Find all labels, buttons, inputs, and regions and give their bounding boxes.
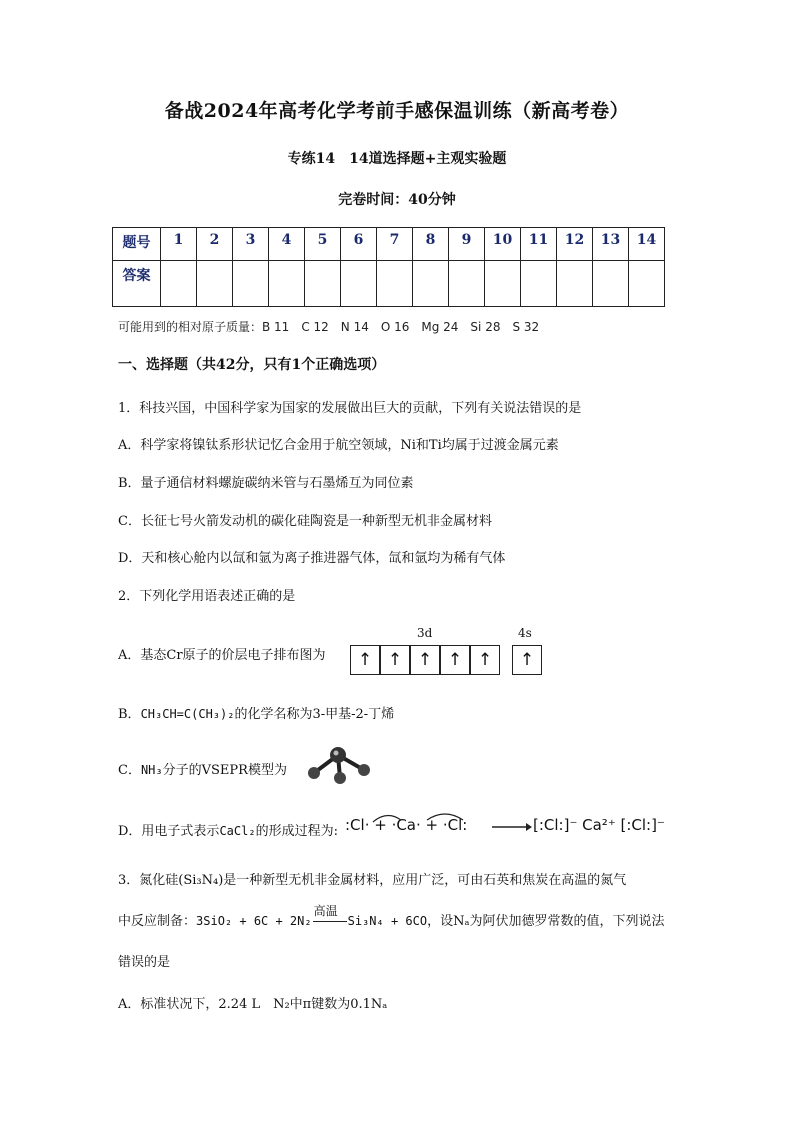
question-number: 10 (485, 228, 521, 261)
answer-cell[interactable] (629, 261, 665, 307)
option-b-label: B． (118, 707, 141, 722)
question-number: 14 (629, 228, 665, 261)
question-number: 6 (341, 228, 377, 261)
equation-left: 3SiO₂ + 6C + 2N₂ (196, 914, 312, 928)
answer-cell[interactable] (485, 261, 521, 307)
question-2-option-c (118, 759, 287, 778)
orbital-box-arrow-icon: ↑ (512, 645, 542, 675)
question-3-stem-line1: 3．氮化硅(Si₃N₄)是一种新型无机非金属材料，应用广泛，可由石英和焦炭在高温的氮气 (118, 873, 627, 888)
answer-table-answer-row (113, 261, 665, 307)
answer-table-number-row (113, 228, 665, 261)
equation-condition: 高温 (313, 904, 338, 918)
section-heading: 一、选择题（共42分，只有1个正确选项） (118, 357, 386, 373)
electron-dot-right: [:Cl:]⁻ Ca²⁺ [:Cl:]⁻ (533, 816, 665, 834)
question-2-option-a: A．基态Cr原子的价层电子排布图为 (118, 648, 326, 663)
option-c-formula: NH₃ (140, 763, 163, 777)
question-number: 12 (557, 228, 593, 261)
question-number: 5 (305, 228, 341, 261)
answer-cell[interactable] (521, 261, 557, 307)
question-2-stem: 2．下列化学用语表述正确的是 (118, 589, 296, 604)
orbital-label-4s: 4s (518, 626, 532, 640)
electron-dot-left: :Cl· + ·Ca· + ·Cl: (345, 816, 468, 834)
equation-right: Si₃N₄ + 6CO (347, 914, 428, 928)
question-number: 13 (593, 228, 629, 261)
answer-cell[interactable] (341, 261, 377, 307)
question-number: 11 (521, 228, 557, 261)
orbital-label-3d: 3d (417, 626, 433, 640)
option-b-text: 的化学名称为3-甲基-2-丁烯 (234, 707, 395, 722)
orbital-box-arrow-icon: ↑ (380, 645, 410, 675)
answer-cell[interactable] (557, 261, 593, 307)
question-3-option-a: A．标准状况下，2.24 L N₂中π键数为0.1Nₐ (118, 997, 388, 1012)
time-limit: 完卷时间：40分钟 (338, 192, 456, 208)
question-2-option-b (118, 703, 394, 722)
answer-table (112, 227, 665, 307)
question-number: 3 (233, 228, 269, 261)
answer-cell[interactable] (449, 261, 485, 307)
orbital-box-arrow-icon: ↑ (350, 645, 380, 675)
answer-cell[interactable] (197, 261, 233, 307)
question-1-option-a: A．科学家将镍钛系形状记忆合金用于航空领域，Ni和Ti均属于过渡金属元素 (118, 438, 559, 453)
row-header-number: 题号 (113, 228, 161, 261)
equation-condition-arrow (312, 904, 348, 929)
question-3-stem-line3: 错误的是 (118, 955, 171, 970)
answer-cell[interactable] (305, 261, 341, 307)
vsepr-model-icon (300, 742, 380, 788)
question-1-option-d: D．天和核心舱内以氙和氩为离子推进器气体，氙和氩均为稀有气体 (118, 551, 506, 566)
answer-cell[interactable] (377, 261, 413, 307)
reaction-arrow-icon (492, 820, 532, 834)
question-1-option-c: C．长征七号火箭发动机的碳化硅陶瓷是一种新型无机非金属材料 (118, 514, 492, 529)
stem-prefix: 中反应制备： (118, 914, 197, 929)
orbital-box-arrow-icon: ↑ (440, 645, 470, 675)
equation-bar (313, 921, 347, 922)
question-number: 1 (161, 228, 197, 261)
answer-cell[interactable] (269, 261, 305, 307)
option-c-text: 分子的VSEPR模型为 (162, 763, 287, 778)
option-d-label: D．用电子式表示 (118, 824, 220, 839)
option-d-formula: CaCl₂ (219, 824, 256, 838)
electron-transfer-arrows-icon (365, 808, 475, 824)
question-1-option-b: B．量子通信材料螺旋碳纳米管与石墨烯互为同位素 (118, 476, 414, 491)
orbital-box-arrow-icon: ↑ (410, 645, 440, 675)
answer-cell[interactable] (593, 261, 629, 307)
option-d-text: 的形成过程为: (255, 824, 338, 839)
question-number: 7 (377, 228, 413, 261)
row-header-answer: 答案 (113, 261, 161, 307)
stem-suffix: ，设Nₐ为阿伏加德罗常数的值，下列说法 (427, 914, 665, 929)
question-1-stem: 1．科技兴国，中国科学家为国家的发展做出巨大的贡献，下列有关说法错误的是 (118, 401, 582, 416)
option-b-formula: CH₃CH=C(CH₃)₂ (140, 707, 235, 721)
question-number: 2 (197, 228, 233, 261)
question-number: 8 (413, 228, 449, 261)
answer-cell[interactable] (413, 261, 449, 307)
page-subtitle: 专练14 14道选择题+主观实验题 (287, 151, 507, 167)
question-number: 9 (449, 228, 485, 261)
page-title: 备战2024年高考化学考前手感保温训练（新高考卷） (164, 100, 630, 122)
atomic-masses: 可能用到的相对原子质量：B 11 C 12 N 14 O 16 Mg 24 Si 28 S 32 (118, 320, 540, 334)
question-2-option-d (118, 820, 338, 839)
question-number: 4 (269, 228, 305, 261)
orbital-box-arrow-icon: ↑ (470, 645, 500, 675)
answer-cell[interactable] (161, 261, 197, 307)
answer-cell[interactable] (233, 261, 269, 307)
question-3-stem-line2 (118, 904, 665, 929)
option-c-label: C． (118, 763, 141, 778)
